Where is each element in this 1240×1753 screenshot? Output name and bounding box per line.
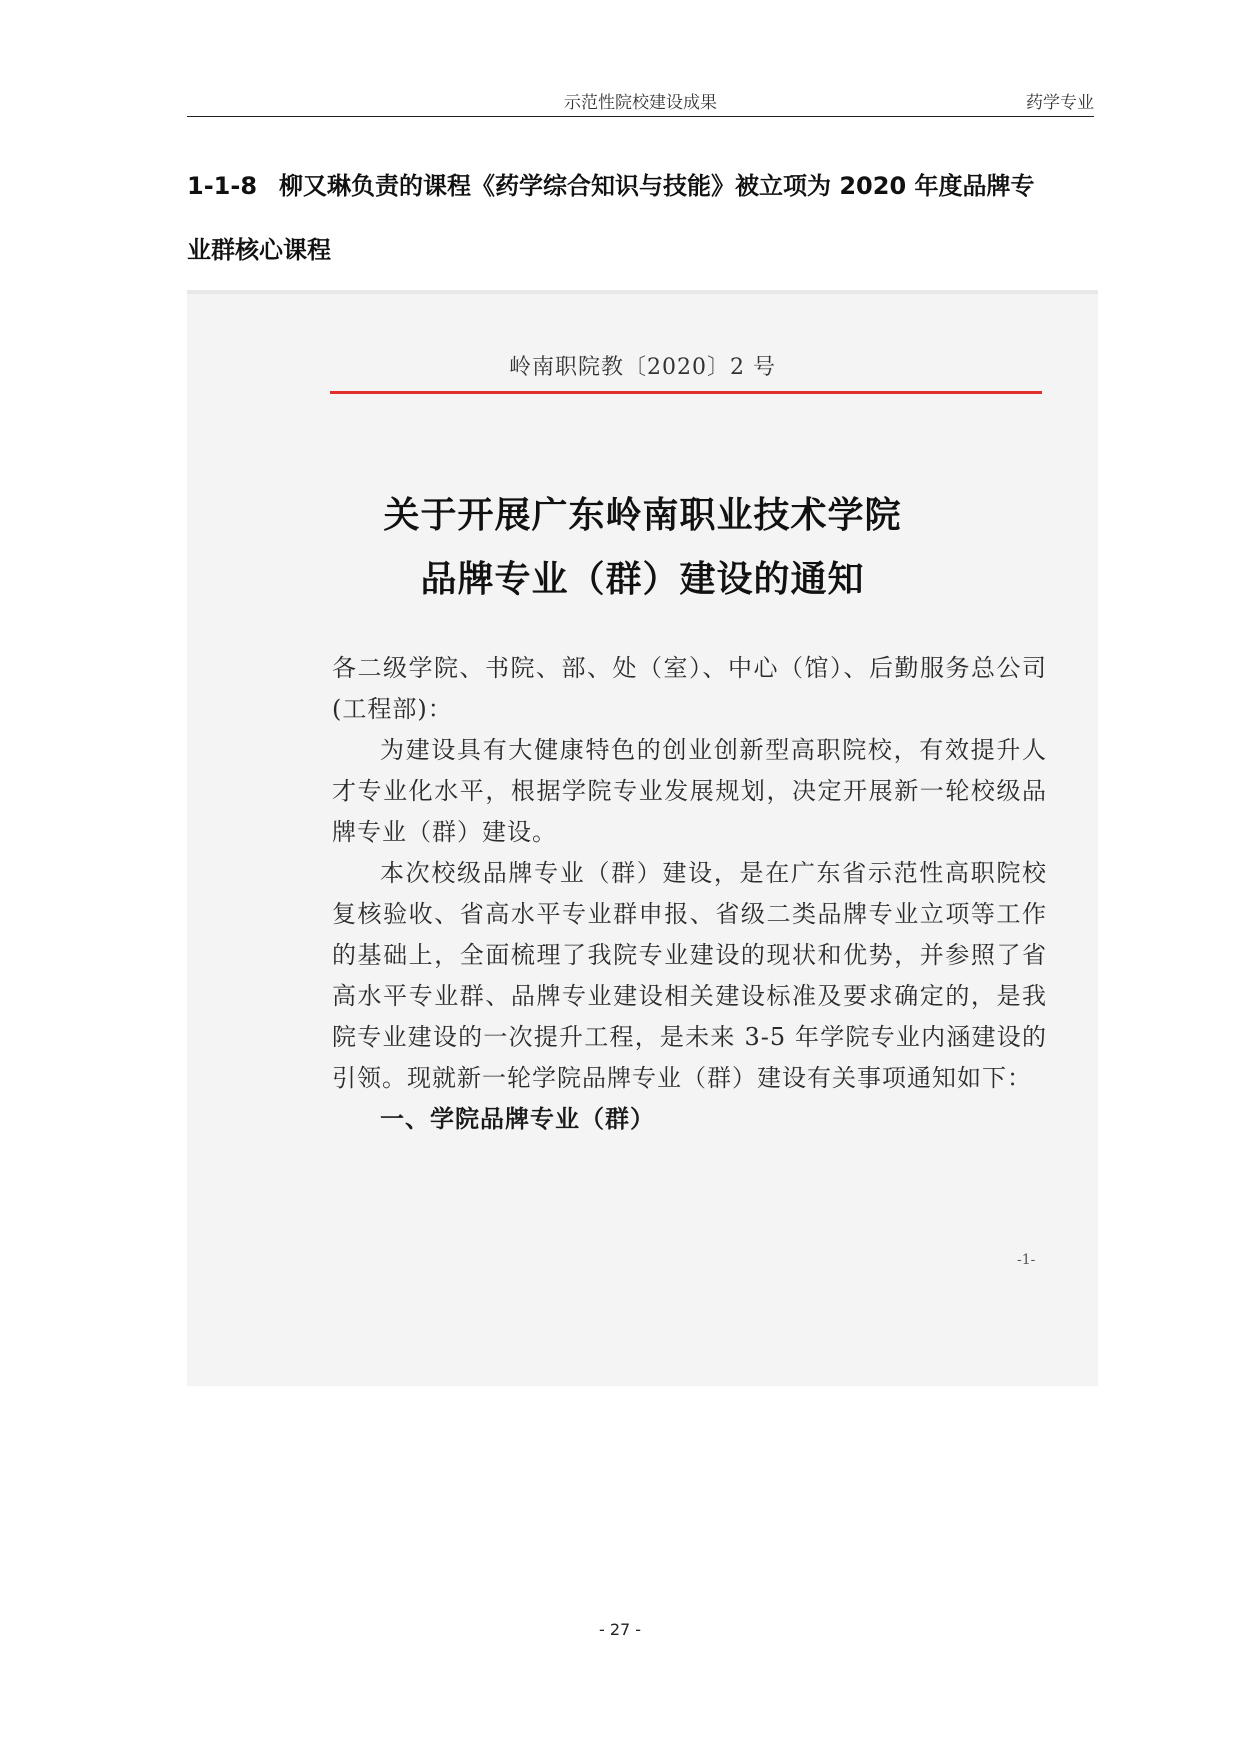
- page-number: - 27 -: [598, 1620, 642, 1639]
- notice-title-line2: 品牌专业（群）建设的通知: [420, 558, 865, 600]
- notice-subheading: 一、学院品牌专业（群）: [380, 1105, 655, 1133]
- notice-paragraph-2: 本次校级品牌专业（群）建设，是在广东省示范性高职院校复核验收、省高水平专业群申报、省级二类品牌专业立项等工作的基础上，全面梳理了我院专业建设的现状和优势，并参照了省高水平专业群、品牌专业建设相关建设标准及要求确定的，是我院专业建设的一次提升工程，是未来 3-5 年学院专业内涵建设的引领。现就新一轮学院品牌专业（群）建设有关事项通知如下：: [332, 859, 1047, 1092]
- document-number: 岭南职院教〔2020〕2 号: [509, 355, 776, 380]
- notice-title-line1: 关于开展广东岭南职业技术学院: [383, 494, 902, 536]
- page-header: [187, 84, 1094, 117]
- scan-edge: [187, 290, 1098, 294]
- section-number: 1-1-8: [187, 172, 258, 200]
- notice-title: [187, 483, 1098, 611]
- section-heading: [187, 154, 1067, 282]
- scan-page-number: -1-: [1017, 1252, 1036, 1268]
- red-header-rule: [330, 391, 1042, 394]
- header-title: 示范性院校建设成果: [564, 93, 717, 113]
- notice-paragraph-1: 为建设具有大健康特色的创业创新型高职院校，有效提升人才专业化水平，根据学院专业发展规划，决定开展新一轮校级品牌专业（群）建设。: [332, 736, 1047, 846]
- notice-body: [332, 648, 1047, 1140]
- section-title-line2: 业群核心课程: [187, 236, 331, 264]
- header-major: 药学专业: [1026, 93, 1094, 113]
- notice-recipients: 各二级学院、书院、部、处（室）、中心（馆）、后勤服务总公司(工程部)：: [332, 654, 1047, 723]
- section-title-line1: 柳又琳负责的课程《药学综合知识与技能》被立项为 2020 年度品牌专: [279, 172, 1035, 200]
- scanned-document-image: [187, 290, 1098, 1386]
